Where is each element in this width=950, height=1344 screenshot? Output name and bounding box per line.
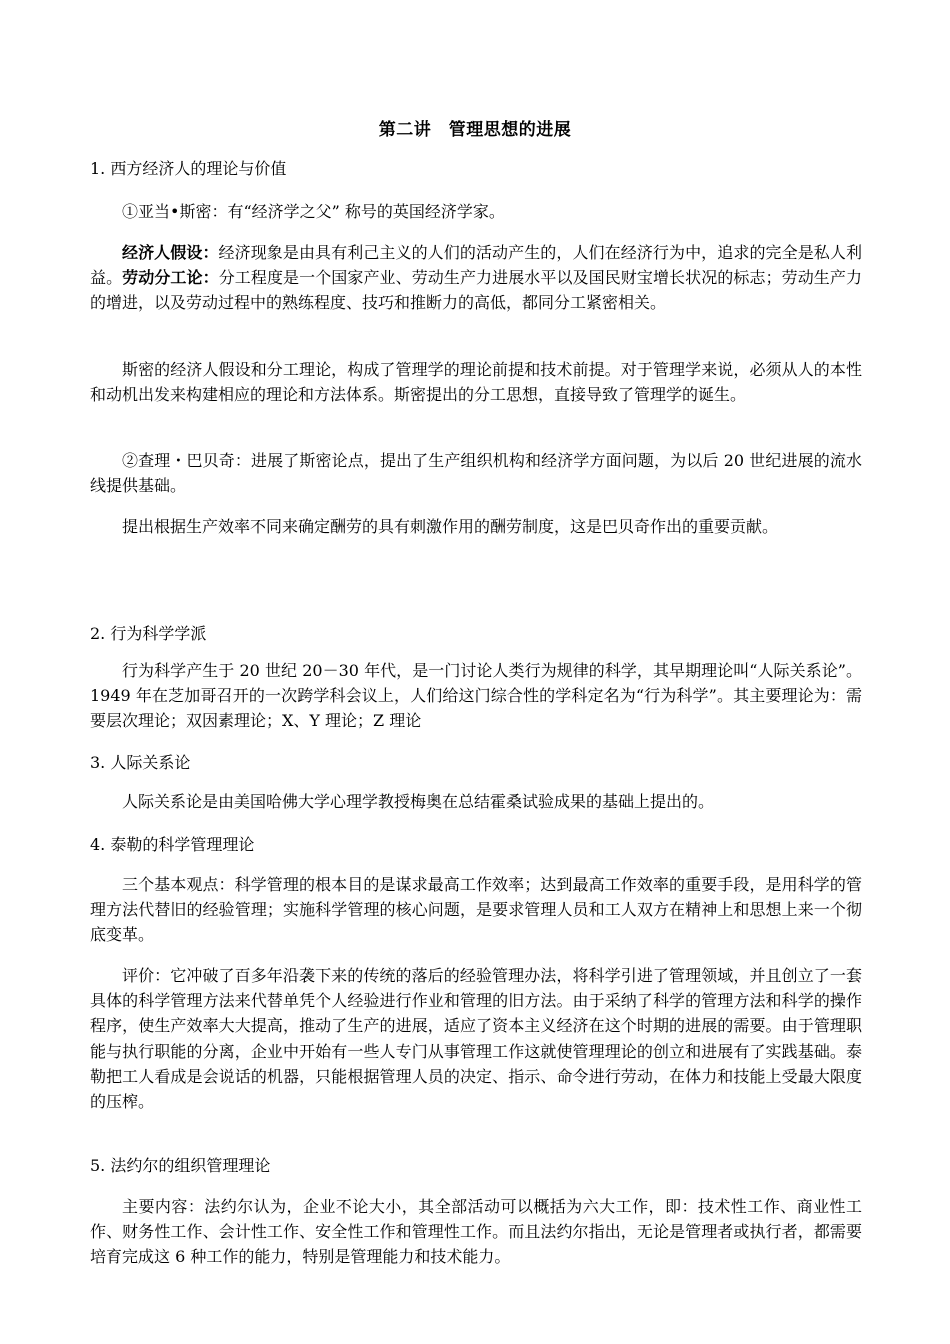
paragraph-fayol: 主要内容：法约尔认为，企业不论大小，其全部活动可以概括为六大工作，即：技术性工作、商业性工作、财务性工作、会计性工作、安全性工作和管理性工作。而且法约尔指出，无论是管理者或执行者，都需要培育完成这 6 种工作的能力，特别是管理能力和技术能力。 xyxy=(90,1197,862,1267)
section-heading-1: 1. 西方经济人的理论与价值 xyxy=(90,159,287,178)
term-division-of-labor: 劳动分工论： xyxy=(122,268,219,288)
section-heading-4: 4. 泰勒的科学管理理论 xyxy=(90,835,255,854)
section-heading-3: 3. 人际关系论 xyxy=(90,753,191,772)
division-of-labor-text: 分工程度是一个国家产业、劳动生产力进展水平以及国民财宝增长状况的标志；劳动生产力的增进，以及劳动过程中的熟练程度、技巧和推断力的高低，都同分工紧密相关。 xyxy=(90,268,862,313)
paragraph-human-relations: 人际关系论是由美国哈佛大学心理学教授梅奥在总结霍桑试验成果的基础上提出的。 xyxy=(122,792,715,811)
section-heading-2: 2. 行为科学学派 xyxy=(90,624,207,643)
paragraph-economic-man xyxy=(90,240,862,316)
paragraph-babbage: ②查理・巴贝奇：进展了斯密论点，提出了生产组织机构和经济学方面问题，为以后 20 世纪进展的流水线提供基础。 xyxy=(90,451,862,496)
economic-man-text: 经济现象是由具有利己主义的人们的活动产生的，人们在经济行为中，追求的完全是私人利益。 xyxy=(90,243,862,288)
term-economic-man: 经济人假设： xyxy=(122,243,219,262)
page-title: 第二讲 管理思想的进展 xyxy=(378,120,572,140)
paragraph-taylor-viewpoints: 三个基本观点：科学管理的根本目的是谋求最高工作效率；达到最高工作效率的重要手段，是用科学的管理方法代替旧的经验管理；实施科学管理的核心问题，是要求管理人员和工人双方在精神上和思想上来一个彻底变革。 xyxy=(90,875,862,945)
paragraph-adam-smith: ①亚当•斯密：有“经济学之父” 称号的英国经济学家。 xyxy=(122,202,505,221)
paragraph-behavioral-science: 行为科学产生于 20 世纪 20－30 年代，是一门讨论人类行为规律的科学，其早期理论叫“人际关系论”。1949 年在芝加哥召开的一次跨学科会议上，人们给这门综合性的学科定名为“行为科学”。其主要理论为：需要层次理论；双因素理论；X、Y 理论；Z 理论 xyxy=(90,661,862,731)
paragraph-smith-summary: 斯密的经济人假设和分工理论，构成了管理学的理论前提和技术前提。对于管理学来说，必须从人的本性和动机出发来构建相应的理论和方法体系。斯密提出的分工思想，直接导致了管理学的诞生。 xyxy=(90,360,862,405)
paragraph-taylor-evaluation: 评价：它冲破了百多年沿袭下来的传统的落后的经验管理办法，将科学引进了管理领域，并且创立了一套具体的科学管理方法来代替单凭个人经验进行作业和管理的旧方法。由于采纳了科学的管理方法和科学的操作程序，使生产效率大大提高，推动了生产的进展，适应了资本主义经济在这个时期的进展的需要。由于管理职能与执行职能的分离，企业中开始有一些人专门从事管理工作这就使管理理论的创立和进展有了实践基础。泰勒把工人看成是会说话的机器，只能根据管理人员的决定、指示、命令进行劳动，在体力和技能上受最大限度的压榨。 xyxy=(90,966,862,1112)
section-heading-5: 5. 法约尔的组织管理理论 xyxy=(90,1156,271,1175)
paragraph-babbage-contribution: 提出根据生产效率不同来确定酬劳的具有刺激作用的酬劳制度，这是巴贝奇作出的重要贡献。 xyxy=(122,517,779,536)
